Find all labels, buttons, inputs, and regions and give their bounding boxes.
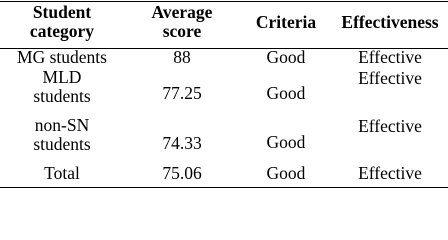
header-average-score — [124, 3, 240, 41]
row2-category — [0, 68, 124, 106]
header-average-score-line2: score — [162, 21, 202, 41]
row1-score: 88 — [173, 47, 191, 67]
row2-category-line2: students — [33, 86, 91, 106]
header-student-category-line2: category — [29, 21, 95, 41]
row4-score: 75.06 — [162, 163, 202, 183]
row2-category-line1: MLD — [42, 67, 82, 87]
row2-criteria: Good — [266, 83, 306, 103]
header-student-category — [0, 3, 124, 41]
row4-criteria: Good — [266, 163, 306, 183]
row1-effectiveness: Effective — [358, 47, 422, 67]
header-criteria: Criteria — [255, 12, 317, 32]
row3-criteria: Good — [266, 132, 306, 152]
header-student-category-line1: Student — [32, 2, 92, 22]
row3-category-line2: students — [33, 134, 91, 154]
row3-category-line1: non-SN — [34, 115, 90, 135]
row1-criteria: Good — [266, 47, 306, 67]
table-bottom-rule — [0, 187, 448, 188]
row3-score: 74.33 — [162, 133, 202, 153]
row1-category: MG students — [17, 47, 107, 67]
row3-category — [0, 116, 124, 154]
row2-effectiveness: Effective — [358, 68, 422, 88]
row4-effectiveness: Effective — [358, 163, 422, 183]
row3-effectiveness: Effective — [358, 116, 422, 136]
row2-score: 77.25 — [162, 83, 202, 103]
header-effectiveness: Effectiveness — [341, 12, 439, 32]
row4-category: Total — [44, 163, 80, 183]
header-average-score-line1: Average — [151, 2, 213, 22]
